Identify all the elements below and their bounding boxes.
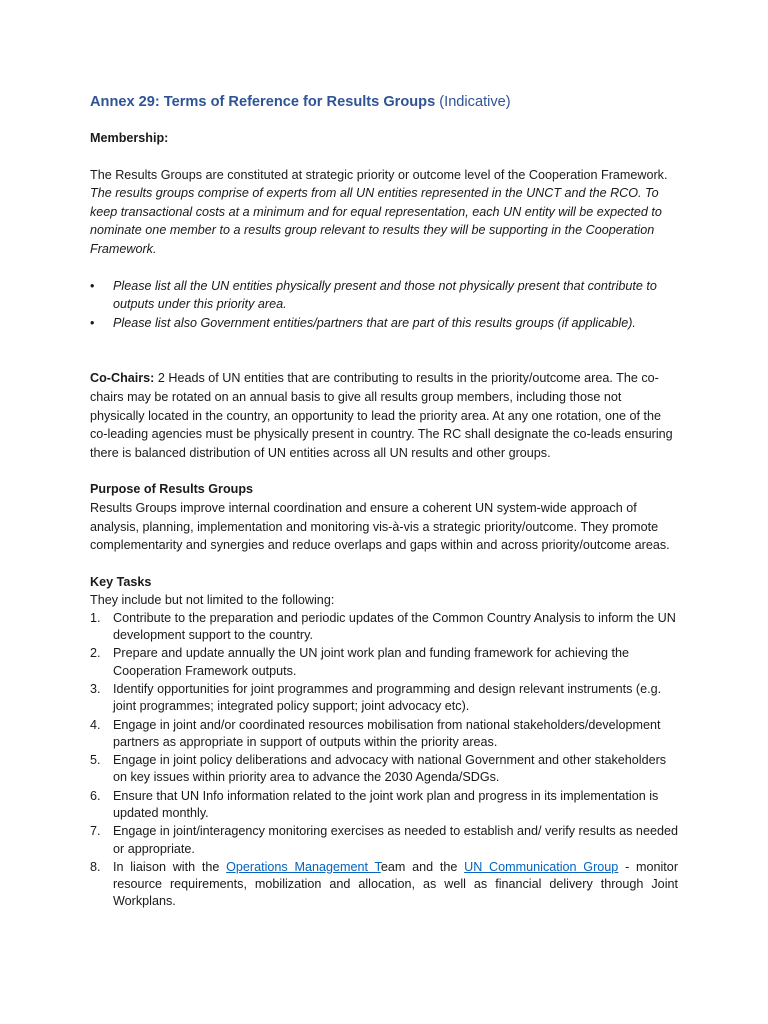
list-item [90,752,678,786]
page-title [90,92,678,112]
list-item [90,717,678,751]
operations-management-team-link[interactable]: Operations Management T [226,860,381,875]
item-text: Engage in joint and/or coordinated resources mobilisation from national stakeholders/development partners as appropriate in support of outputs within the priority areas. [113,717,661,749]
item-number: 8. [90,860,101,875]
item-number: 3. [90,682,101,697]
item-number: 2. [90,646,101,661]
item-number: 6. [90,788,101,803]
key-tasks-intro: They include but not limited to the following: [90,593,335,608]
list-item [90,645,678,679]
bullet-text: Please list also Government entities/partners that are part of this results groups (if applicable). [113,315,636,330]
item8-prefix: In liaison with the [113,860,227,875]
item-number: 7. [90,824,101,839]
cochairs-text: 2 Heads of UN entities that are contributing to results in the priority/outcome area. The co-chairs may be rotated on an annual basis to give all results group members, including those not physically located in the country, an opportunity to lead the priority area. At any one rotation, one of the co-leading agencies must be physically present in country. The RC shall designate the co-leads ensuring there is balanced distribution of UN entities across all UN results and other groups. [90,371,673,460]
title-annex: Annex 29 [90,94,155,110]
item-text: Prepare and update annually the UN joint work plan and funding framework for achieving the Cooperation Framework outputs. [113,646,629,678]
cochairs-paragraph [90,369,678,462]
item8-suffix: - monitor resource requirements, mobilization and allocation, as well as financial delivery through Joint Workplans. [113,860,679,909]
bullet-text: Please list all the UN entities physically present and those not physically present that contribute to outputs under this priority area. [113,278,657,312]
list-item [90,823,678,857]
membership-italic-text: The results groups comprise of experts from all UN entities represented in the UNCT and the RCO. To keep transactional costs at a minimum and for equal representation, each UN entity will be expected to nominate one member to a results group relevant to results they will be supporting in the Cooperation Framework. [90,186,662,256]
list-item [90,277,678,314]
membership-intro: The Results Groups are constituted at strategic priority or outcome level of the Cooperation Framework. [90,167,668,182]
item-number: 4. [90,717,101,732]
list-item [90,788,678,822]
document-body [90,92,678,912]
membership-paragraph [90,166,678,259]
cochairs-heading: Co-Chairs: [90,371,155,386]
item-number: 1. [90,610,101,625]
un-communication-group-link[interactable]: UN Communication Group [464,860,619,875]
purpose-text: Results Groups improve internal coordination and ensure a coherent UN system-wide approach of analysis, planning, implementation and monitoring vis-à-vis a strategic priority/outcome. They promote complementarity and synergies and reduce overlaps and gaps within and across priority/outcome areas. [90,500,670,553]
list-item [90,610,678,644]
item-text: Identify opportunities for joint programmes and programming and design relevant instruments (e.g. joint programmes; integrated policy support; joint advocacy etc). [113,682,662,714]
membership-bullet-list [90,277,678,333]
bullet-icon: • [90,315,95,330]
key-tasks-list [90,610,678,911]
title-suffix: (Indicative) [435,94,511,110]
item-number: 5. [90,753,101,768]
title-main: : Terms of Reference for Results Groups [154,94,436,110]
bullet-icon: • [90,278,95,293]
item-text: Ensure that UN Info information related to the joint work plan and progress in its implementation is updated monthly. [113,788,659,821]
list-item [90,859,678,911]
item-text: Engage in joint policy deliberations and advocacy with national Government and other stakeholders on key issues within priority area to advance the 2030 Agenda/SDGs. [113,753,667,785]
item8-mid: eam and the [380,860,465,875]
item-text: Contribute to the preparation and periodic updates of the Common Country Analysis to inform the UN development support to the country. [113,610,676,643]
list-item [90,314,678,333]
list-item [90,681,678,715]
key-tasks-heading: Key Tasks [90,574,152,589]
item-text: Engage in joint/interagency monitoring exercises as needed to establish and/ verify results as needed or appropriate. [113,824,678,856]
membership-heading: Membership: [90,131,169,145]
purpose-heading: Purpose of Results Groups [90,482,254,497]
